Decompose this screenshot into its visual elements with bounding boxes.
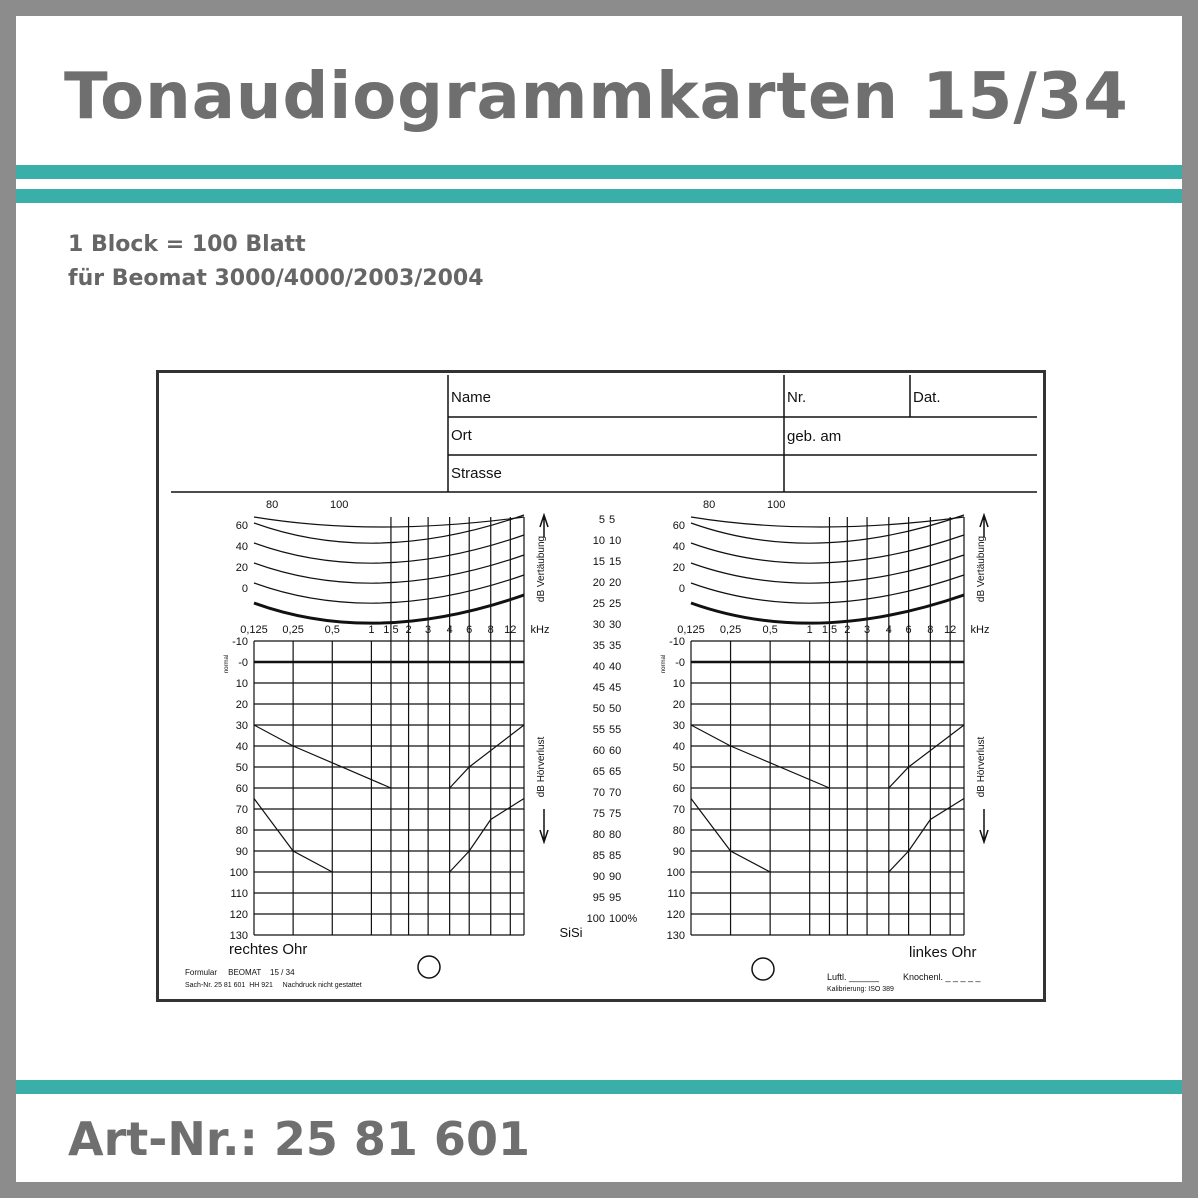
frequency-unit: kHz	[530, 624, 550, 636]
audiogram-card-drawing	[159, 373, 1043, 999]
field-strasse-label: Strasse	[451, 465, 502, 482]
sisi-value: 20	[592, 577, 605, 589]
sisi-value: 10	[592, 535, 605, 547]
hearing-loss-tick-label: 80	[235, 825, 248, 837]
masking-curve	[691, 515, 964, 543]
masking-curve	[691, 535, 964, 563]
sisi-value: 95	[609, 892, 622, 904]
sisi-value: 30	[609, 619, 622, 631]
masking-curve	[254, 555, 524, 583]
frequency-label: 6	[905, 624, 912, 636]
sisi-value: 100%	[609, 913, 638, 925]
sisi-value: 35	[592, 640, 605, 652]
masking-curve	[254, 517, 524, 527]
knochenleitung-text: Knochenl. _ _ _ _ _	[903, 972, 981, 982]
sample-line	[254, 725, 391, 788]
accent-band-bottom	[16, 1080, 1182, 1094]
frequency-label: 0,25	[719, 624, 742, 636]
frequency-label: 3	[863, 624, 871, 636]
frequency-label: 6	[466, 624, 473, 636]
normal-label: normal	[224, 654, 230, 674]
punch-hole-left	[418, 956, 440, 978]
arrow-up-icon	[540, 515, 548, 537]
hearing-loss-tick-label: -0	[675, 657, 685, 669]
hearing-loss-tick-label: 40	[672, 741, 685, 753]
field-name-label: Name	[451, 389, 492, 406]
frequency-label: 12	[504, 624, 517, 636]
masking-curve	[254, 595, 524, 623]
sisi-value: 65	[592, 766, 605, 778]
field-nr-label: Nr.	[787, 389, 807, 406]
hearing-loss-tick-label: 30	[235, 720, 248, 732]
sisi-value: 30	[592, 619, 605, 631]
sisi-value: 80	[609, 829, 622, 841]
frequency-label: 2	[405, 624, 412, 636]
sisi-value: 65	[609, 766, 622, 778]
sisi-value: 35	[609, 640, 622, 652]
sisi-value: 15	[609, 556, 622, 568]
hearing-loss-tick-label: 50	[235, 762, 248, 774]
sisi-value: 50	[609, 703, 622, 715]
frequency-label: 0,125	[677, 624, 705, 636]
block-info: 1 Block = 100 Blatt	[68, 232, 306, 257]
left-ear-audiogram	[661, 499, 989, 942]
sisi-value: 45	[592, 682, 605, 694]
masking-axis-label: dB Vertäubung	[976, 535, 987, 603]
hearing-loss-tick-label: -10	[669, 636, 685, 648]
masking-curve	[691, 555, 964, 583]
curve-label: 100	[767, 499, 786, 511]
sisi-value: 45	[609, 682, 622, 694]
masking-tick-label: 60	[672, 520, 685, 532]
frequency-label: 0,5	[324, 624, 340, 636]
frequency-label: 12	[944, 624, 957, 636]
hearing-loss-tick-label: 110	[667, 888, 685, 900]
masking-curve	[691, 575, 964, 603]
field-geb-label: geb. am	[787, 428, 842, 445]
arrow-down-icon	[980, 809, 988, 842]
sisi-value: 70	[609, 787, 622, 799]
sisi-value: 25	[592, 598, 605, 610]
hearing-loss-tick-label: 130	[666, 930, 685, 942]
masking-tick-label: 60	[235, 520, 248, 532]
frequency-label: 0,25	[282, 624, 304, 636]
hearing-loss-tick-label: 110	[230, 888, 248, 900]
hearing-loss-tick-label: 10	[235, 678, 248, 690]
sisi-value: 5	[609, 514, 616, 526]
frequency-label: 0,5	[762, 624, 778, 636]
hearing-loss-tick-label: -0	[238, 657, 248, 669]
sisi-value: 50	[592, 703, 605, 715]
frequency-label: 4	[446, 624, 453, 636]
masking-tick-label: 0	[241, 583, 248, 595]
masking-tick-label: 20	[672, 562, 685, 574]
sisi-value: 70	[592, 787, 605, 799]
sisi-table	[587, 514, 638, 925]
kalibrierung-text: Kalibrierung: ISO 389	[827, 986, 894, 993]
hearing-loss-tick-label: -10	[232, 636, 248, 648]
audiogram-card	[156, 370, 1046, 1002]
luftleitung-text: Luftl. ______	[827, 972, 880, 982]
right-ear-audiogram	[224, 499, 549, 942]
frequency-label: 3	[425, 624, 432, 636]
hearing-loss-tick-label: 100	[229, 867, 248, 879]
sisi-value: 100	[586, 913, 605, 925]
accent-band-top-2	[16, 189, 1182, 203]
hearing-loss-tick-label: 20	[235, 699, 248, 711]
hearing-loss-tick-label: 70	[235, 804, 248, 816]
curve-label: 80	[266, 499, 279, 511]
article-number: Art-Nr.: 25 81 601	[68, 1112, 530, 1166]
masking-curve	[691, 595, 964, 623]
normal-label: normal	[661, 654, 667, 674]
hearing-loss-tick-label: 120	[229, 909, 248, 921]
sisi-value: 40	[609, 661, 622, 673]
masking-tick-label: 20	[235, 562, 248, 574]
curve-label: 100	[330, 499, 349, 511]
sisi-value: 40	[592, 661, 605, 673]
sisi-value: 85	[609, 850, 622, 862]
sisi-value: 55	[609, 724, 622, 736]
curve-label: 80	[703, 499, 716, 511]
frequency-label: 1,5	[821, 624, 838, 636]
sisi-value: 20	[609, 577, 622, 589]
sisi-value: 25	[609, 598, 622, 610]
hearing-loss-tick-label: 60	[235, 783, 248, 795]
field-ort-label: Ort	[451, 427, 472, 444]
frequency-label: 2	[844, 624, 851, 636]
sisi-value: 75	[609, 808, 622, 820]
arrow-down-icon	[540, 809, 548, 842]
hearing-loss-tick-label: 50	[672, 762, 685, 774]
masking-curve	[254, 575, 524, 603]
sample-line	[691, 725, 829, 788]
hearing-loss-tick-label: 130	[229, 930, 248, 942]
hearing-loss-tick-label: 10	[672, 678, 685, 690]
punch-hole-right	[752, 958, 774, 980]
hearing-loss-tick-label: 90	[672, 846, 685, 858]
frequency-label: 8	[487, 624, 494, 636]
hearing-loss-axis-label: dB Hörverlust	[536, 736, 547, 798]
frequency-unit: kHz	[970, 624, 990, 636]
page-title: Tonaudiogrammkarten 15/34	[64, 60, 1129, 134]
frequency-label: 4	[885, 624, 892, 636]
masking-curve	[254, 535, 524, 563]
sisi-value: 10	[609, 535, 622, 547]
sisi-value: 90	[592, 871, 605, 883]
sisi-value: 85	[592, 850, 605, 862]
formular-text: Formular BEOMAT 15 / 34	[185, 968, 295, 977]
masking-tick-label: 0	[678, 583, 685, 595]
hearing-loss-tick-label: 30	[672, 720, 685, 732]
sisi-label: SiSi	[559, 925, 583, 940]
field-dat-label: Dat.	[913, 389, 941, 406]
sample-line	[889, 725, 964, 788]
hearing-loss-tick-label: 100	[666, 867, 685, 879]
hearing-loss-tick-label: 90	[235, 846, 248, 858]
frequency-label: 1	[806, 624, 813, 636]
frequency-label: 1,5	[383, 624, 399, 636]
hearing-loss-tick-label: 80	[672, 825, 685, 837]
hearing-loss-tick-label: 70	[672, 804, 685, 816]
sisi-value: 90	[609, 871, 622, 883]
sisi-value: 80	[592, 829, 605, 841]
left-ear-label: linkes Ohr	[909, 944, 977, 961]
hearing-loss-axis-label: dB Hörverlust	[976, 736, 987, 798]
hearing-loss-tick-label: 40	[235, 741, 248, 753]
device-info: für Beomat 3000/4000/2003/2004	[68, 266, 484, 291]
sisi-value: 5	[598, 514, 605, 526]
sach-nr-text: Sach-Nr. 25 81 601 HH 921 Nachdruck nicht gestattet	[185, 982, 362, 989]
masking-axis-label: dB Vertäubung	[536, 535, 547, 603]
hearing-loss-tick-label: 60	[672, 783, 685, 795]
hearing-loss-tick-label: 20	[672, 699, 685, 711]
sisi-value: 60	[592, 745, 605, 757]
masking-curve	[254, 515, 524, 543]
arrow-up-icon	[980, 515, 988, 537]
masking-tick-label: 40	[235, 541, 248, 553]
frequency-label: 1	[368, 624, 375, 636]
hearing-loss-tick-label: 120	[666, 909, 685, 921]
sisi-value: 55	[592, 724, 605, 736]
masking-tick-label: 40	[672, 541, 685, 553]
form-fields	[171, 375, 1037, 492]
frequency-label: 0,125	[240, 624, 268, 636]
frequency-label: 8	[927, 624, 934, 636]
masking-curve	[691, 517, 964, 527]
sisi-value: 60	[609, 745, 622, 757]
sisi-value: 75	[592, 808, 605, 820]
sisi-value: 95	[592, 892, 605, 904]
sisi-value: 15	[592, 556, 605, 568]
right-ear-label: rechtes Ohr	[229, 941, 308, 958]
sample-line	[450, 725, 524, 788]
accent-band-top-1	[16, 165, 1182, 179]
